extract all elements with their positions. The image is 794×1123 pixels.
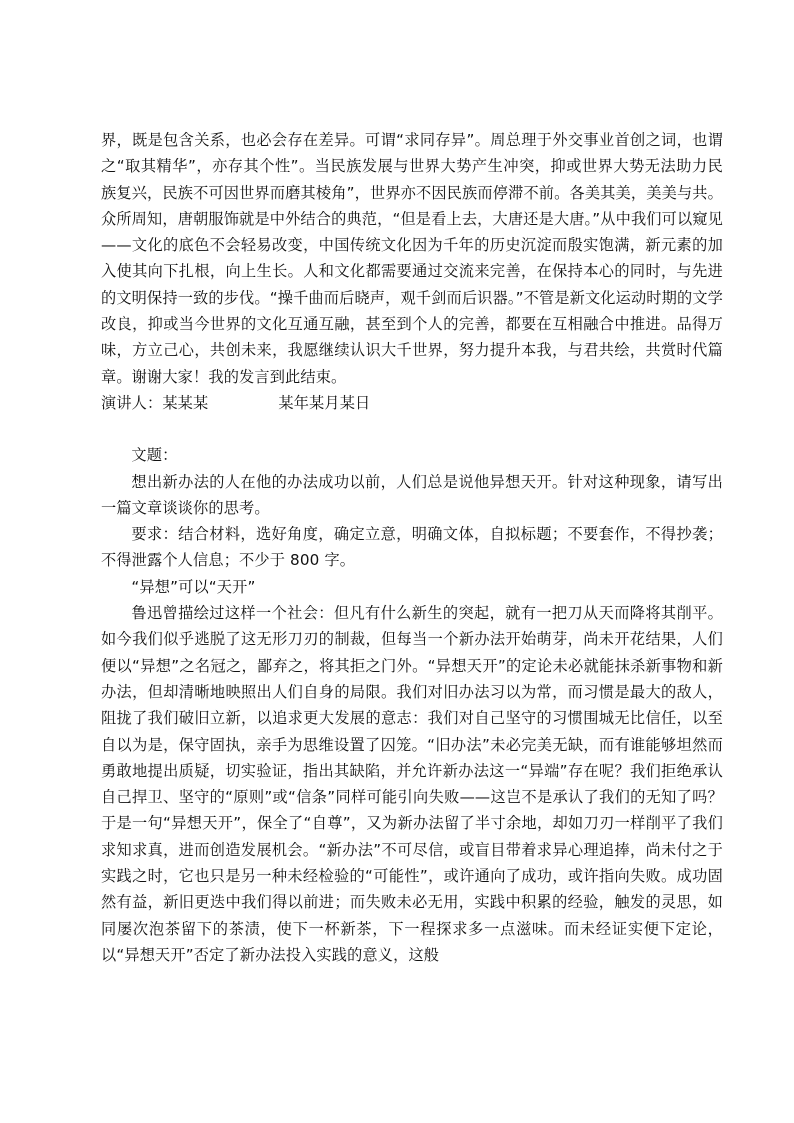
prompt-text: 想出新办法的人在他的办法成功以前，人们总是说他异想天开。针对这种现象，请写出一篇文章谈谈你的思考。	[101, 472, 723, 517]
speech-ending-paragraph: 界，既是包含关系，也必会存在差异。可谓“求同存异”。周总理于外交事业首创之词，也谓之“取其精华”，亦存其个性”。当民族发展与世界大势产生冲突，抑或世界大势无法助力民族复兴，民族不可因世界而磨其棱角”，世界亦不因民族而停滞不前。各美其美，美美与共。众所周知，唐朝服饰就是中外结合的典范，“但是看上去，大唐还是大唐。”从中我们可以窥见——文化的底色不会轻易改变，中国传统文化因为千年的历史沉淀而殷实饱满，新元素的加入使其向下扎根，向上生长。人和文化都需要通过交流来完善，在保持本心的同时，与先进的文明保持一致的步伐。“操千曲而后晓声，观千剑而后识器。”不管是新文化运动时期的文学改良，抑或当今世界的文化互通互融，甚至到个人的完善，都要在互相融合中推进。品得万味，方立己心，共创未来，我愿继续认识大千世界，努力提升本我，与君共绘，共赏时代篇章。谢谢大家！我的发言到此结束。	[101, 131, 723, 386]
date-label: 某年某月某日	[278, 393, 371, 412]
essay-body-paragraph: 鲁迅曾描绘过这样一个社会：但凡有什么新生的突起，就有一把刀从天而降将其削平。如今我们似乎逃脱了这无形刀刃的制裁，但每当一个新办法开始萌芽，尚未开花结果，人们便以“异想”之名冠之，鄙弃之，将其拒之门外。“异想天开”的定论未必就能抹杀新事物和新办法，但却清晰地映照出人们自身的局限。我们对旧办法习以为常，而习惯是最大的敌人，阻拢了我们破旧立新，以追求更大发展的意志：我们对自己坚守的习惯围城无比信任，以至自以为是，保守固执，亲手为思维设置了囚笼。“旧办法”未必完美无缺，而有谁能够坦然而勇敢地提出质疑，切实验证，指出其缺陷，并允许新办法这一“异端”存在呢？我们拒绝承认自己捍卫、坚守的“原则”或“信条”同样可能引向失败——这岂不是承认了我们的无知了吗？于是一句“异想天开”，保全了“自尊”，又为新办法留了半寸余地，却如刀刃一样削平了我们求知求真，进而创造发展机会。“新办法”不可尽信，或盲目带着求异心理追捧，尚未付之于实践之时，它也只是另一种未经检验的“可能性”，或许通向了成功，或许指向失败。成功固然有益，新旧更迭中我们得以前进；而失败未必无用，实践中积累的经验，触发的灵思，如同屡次泡茶留下的茶渍，使下一杯新茶，下一程探求多一点滋味。而未经证实便下定论，以“异想天开”否定了新办法投入实践的意义，这般	[101, 604, 723, 964]
signature-line	[101, 390, 723, 416]
prompt-heading: 文题：	[131, 446, 178, 465]
requirements-text: 要求：结合材料，选好角度，确定立意，明确文体，自拟标题；不要套作，不得抄袭；不得泄露个人信息；不少于 800 字。	[101, 525, 723, 570]
essay-title: “异想”可以“天开”	[131, 577, 256, 596]
section-spacer	[101, 416, 723, 442]
speaker-label: 演讲人：某某某	[101, 393, 209, 412]
document-content	[101, 127, 723, 968]
